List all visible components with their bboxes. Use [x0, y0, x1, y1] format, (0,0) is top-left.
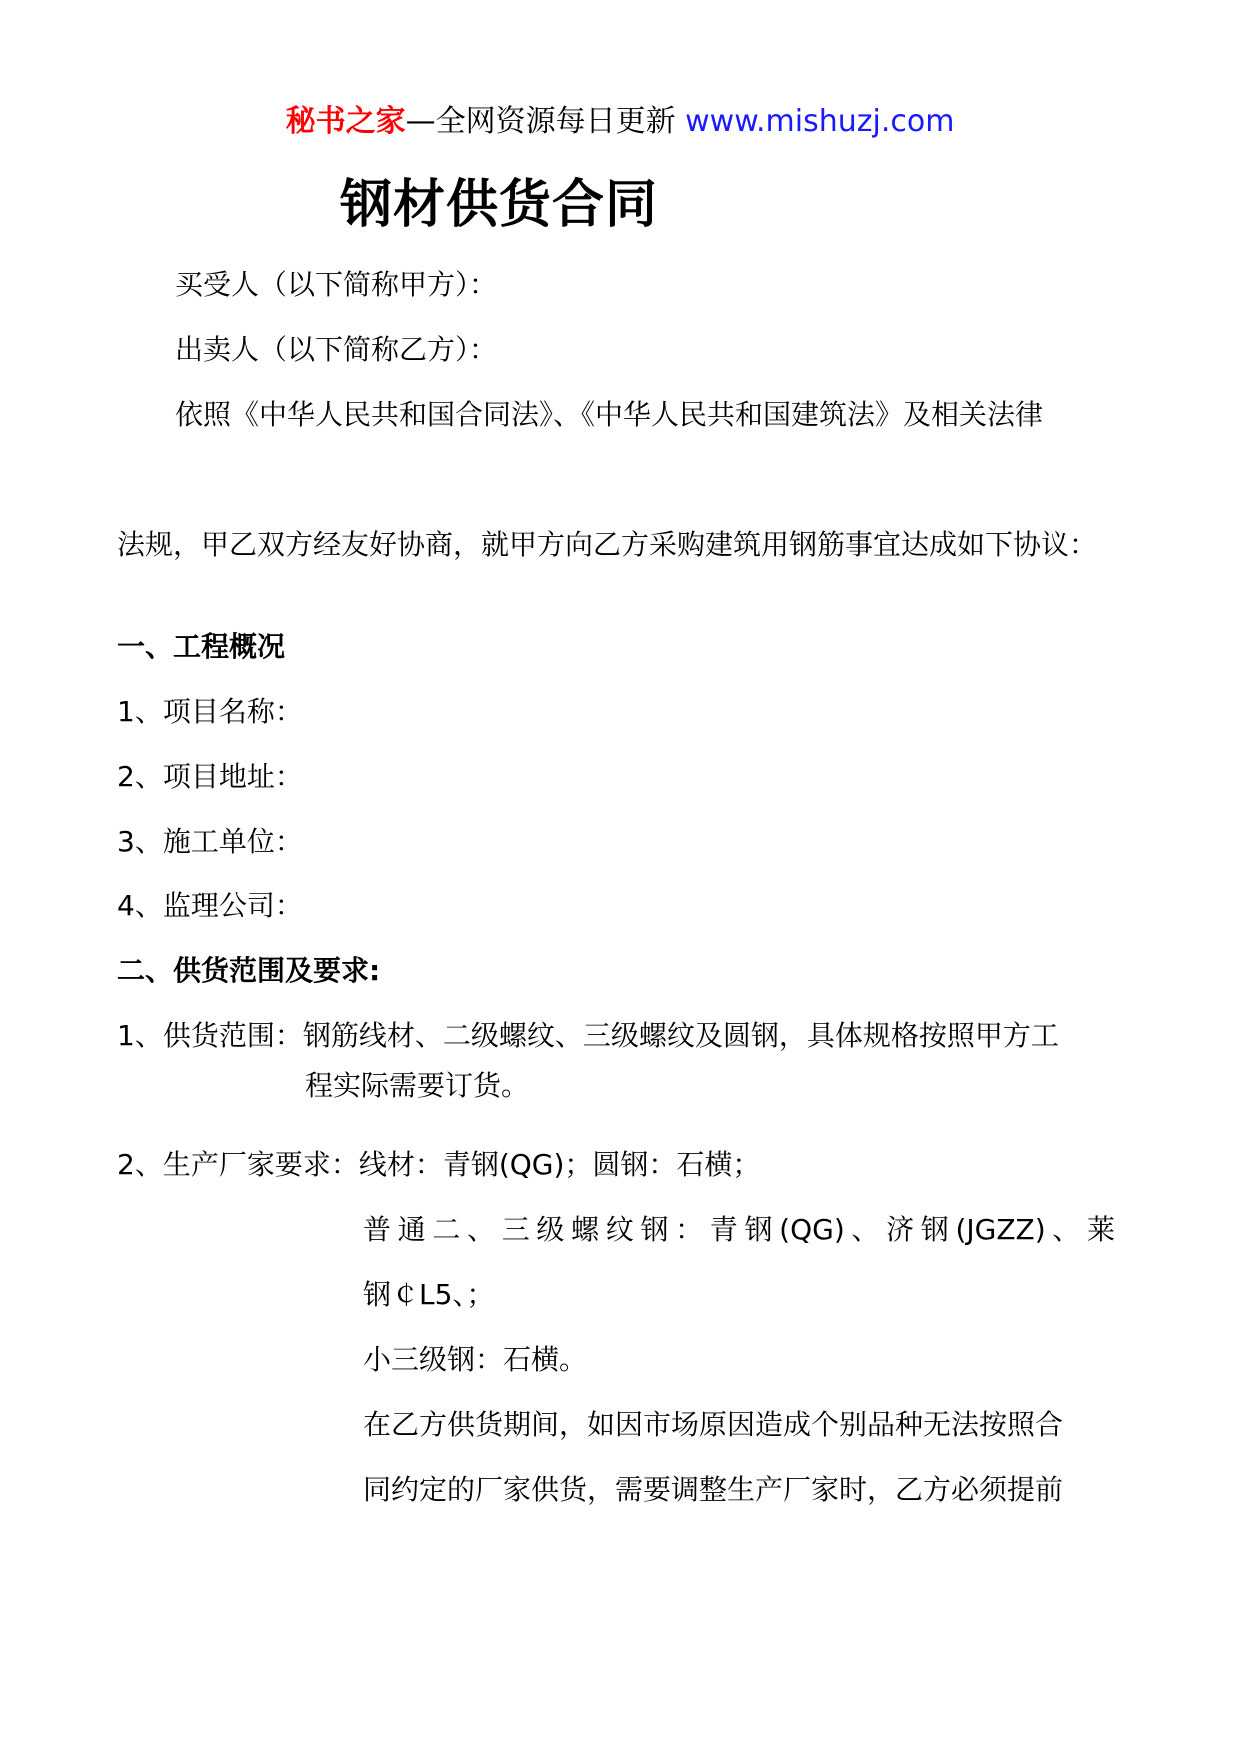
site-tagline: —全网资源每日更新	[405, 104, 676, 139]
manufacturer-req-line-2: 普通二、三级螺纹钢：青钢(QG)、济钢(JGZZ)、莱	[363, 1213, 1115, 1246]
manufacturer-req-line-6: 同约定的厂家供货，需要调整生产厂家时，乙方必须提前	[363, 1473, 1064, 1506]
list-item: 1、项目名称：	[117, 695, 303, 728]
section-1-heading: 一、工程概况	[117, 630, 286, 663]
site-brand: 秘书之家	[285, 104, 406, 139]
list-item: 3、施工单位：	[117, 825, 303, 858]
list-item: 4、监理公司：	[117, 889, 303, 922]
supply-scope-line-2: 程实际需要订货。	[305, 1069, 530, 1102]
seller-line: 出卖人（以下简称乙方）：	[175, 333, 498, 366]
section-2-heading: 二、供货范围及要求:	[117, 954, 381, 987]
intro-line-2: 法规，甲乙双方经友好协商，就甲方向乙方采购建筑用钢筋事宜达成如下协议：	[117, 528, 1098, 561]
manufacturer-req-line-3: 钢￠L5、；	[363, 1278, 495, 1311]
supply-scope-line-1: 1、供货范围：钢筋线材、二级螺纹、三级螺纹及圆钢，具体规格按照甲方工	[117, 1019, 1059, 1052]
list-item: 2、项目地址：	[117, 760, 303, 793]
document-title: 钢材供货合同	[340, 175, 659, 235]
manufacturer-req-line-1: 2、生产厂家要求：线材：青钢(QG)；圆钢：石横；	[117, 1148, 761, 1181]
buyer-line: 买受人（以下简称甲方）：	[175, 268, 498, 301]
manufacturer-req-line-4: 小三级钢：石横。	[363, 1343, 588, 1376]
site-header	[0, 102, 1240, 142]
manufacturer-req-line-5: 在乙方供货期间，如因市场原因造成个别品种无法按照合	[363, 1408, 1064, 1441]
intro-line-1: 依照《中华人民共和国合同法》、《中华人民共和国建筑法》及相关法律	[175, 398, 1044, 431]
site-url-link[interactable]: www.mishuzj.com	[685, 104, 955, 139]
